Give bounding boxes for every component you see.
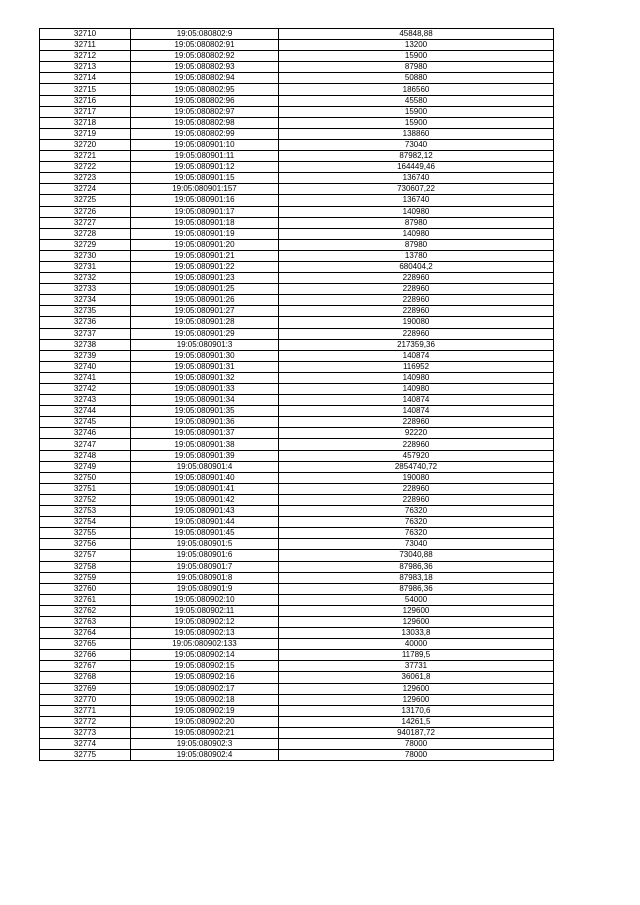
value-cell: 164449,46 xyxy=(279,162,554,173)
row-number-cell: 32726 xyxy=(40,206,131,217)
value-cell: 13780 xyxy=(279,250,554,261)
row-number-cell: 32743 xyxy=(40,395,131,406)
value-cell: 87982,12 xyxy=(279,151,554,162)
value-cell: 129600 xyxy=(279,605,554,616)
cadastral-number-cell: 19:05:080902:11 xyxy=(131,605,279,616)
cadastral-number-cell: 19:05:080901:11 xyxy=(131,151,279,162)
cadastral-number-cell: 19:05:080901:41 xyxy=(131,483,279,494)
cadastral-number-cell: 19:05:080802:95 xyxy=(131,84,279,95)
cadastral-number-cell: 19:05:080802:96 xyxy=(131,95,279,106)
table-row xyxy=(40,483,554,494)
table-row xyxy=(40,739,554,750)
cadastral-number-cell: 19:05:080901:6 xyxy=(131,550,279,561)
value-cell: 13170,6 xyxy=(279,705,554,716)
row-number-cell: 32746 xyxy=(40,428,131,439)
table-row xyxy=(40,506,554,517)
value-cell: 140980 xyxy=(279,228,554,239)
table-row xyxy=(40,605,554,616)
table-row xyxy=(40,350,554,361)
row-number-cell: 32723 xyxy=(40,173,131,184)
value-cell: 228960 xyxy=(279,417,554,428)
cadastral-number-cell: 19:05:080901:44 xyxy=(131,517,279,528)
row-number-cell: 32712 xyxy=(40,51,131,62)
cadastral-number-cell: 19:05:080901:20 xyxy=(131,239,279,250)
cadastral-number-cell: 19:05:080901:37 xyxy=(131,428,279,439)
row-number-cell: 32748 xyxy=(40,450,131,461)
row-number-cell: 32716 xyxy=(40,95,131,106)
value-cell: 73040,88 xyxy=(279,550,554,561)
cadastral-number-cell: 19:05:080901:157 xyxy=(131,184,279,195)
cadastral-number-cell: 19:05:080802:97 xyxy=(131,106,279,117)
cadastral-number-cell: 19:05:080901:3 xyxy=(131,339,279,350)
value-cell: 76320 xyxy=(279,506,554,517)
value-cell: 129600 xyxy=(279,694,554,705)
table-row xyxy=(40,84,554,95)
cadastral-number-cell: 19:05:080902:18 xyxy=(131,694,279,705)
table-row xyxy=(40,517,554,528)
cadastral-number-cell: 19:05:080902:4 xyxy=(131,750,279,761)
table-body xyxy=(40,29,554,761)
table-row xyxy=(40,317,554,328)
cadastral-number-cell: 19:05:080902:12 xyxy=(131,616,279,627)
row-number-cell: 32720 xyxy=(40,139,131,150)
value-cell: 87983,18 xyxy=(279,572,554,583)
value-cell: 140980 xyxy=(279,384,554,395)
row-number-cell: 32751 xyxy=(40,483,131,494)
row-number-cell: 32737 xyxy=(40,328,131,339)
row-number-cell: 32752 xyxy=(40,494,131,505)
table-row xyxy=(40,406,554,417)
value-cell: 457920 xyxy=(279,450,554,461)
row-number-cell: 32724 xyxy=(40,184,131,195)
cadastral-number-cell: 19:05:080901:30 xyxy=(131,350,279,361)
cadastral-number-cell: 19:05:080901:28 xyxy=(131,317,279,328)
value-cell: 36061,8 xyxy=(279,672,554,683)
table-row xyxy=(40,217,554,228)
table-row xyxy=(40,29,554,40)
value-cell: 13200 xyxy=(279,40,554,51)
row-number-cell: 32749 xyxy=(40,461,131,472)
cadastral-number-cell: 19:05:080901:9 xyxy=(131,583,279,594)
cadastral-number-cell: 19:05:080802:98 xyxy=(131,117,279,128)
row-number-cell: 32739 xyxy=(40,350,131,361)
table-row xyxy=(40,716,554,727)
cadastral-number-cell: 19:05:080901:35 xyxy=(131,406,279,417)
row-number-cell: 32734 xyxy=(40,295,131,306)
row-number-cell: 32765 xyxy=(40,639,131,650)
table-row xyxy=(40,184,554,195)
value-cell: 78000 xyxy=(279,739,554,750)
row-number-cell: 32715 xyxy=(40,84,131,95)
value-cell: 87980 xyxy=(279,217,554,228)
cadastral-number-cell: 19:05:080901:39 xyxy=(131,450,279,461)
cadastral-number-cell: 19:05:080902:21 xyxy=(131,727,279,738)
row-number-cell: 32769 xyxy=(40,683,131,694)
value-cell: 50880 xyxy=(279,73,554,84)
cadastral-number-cell: 19:05:080901:29 xyxy=(131,328,279,339)
table-row xyxy=(40,261,554,272)
cadastral-number-cell: 19:05:080901:45 xyxy=(131,528,279,539)
table-row xyxy=(40,639,554,650)
table-row xyxy=(40,162,554,173)
table-row xyxy=(40,173,554,184)
cadastral-number-cell: 19:05:080802:93 xyxy=(131,62,279,73)
table-row xyxy=(40,228,554,239)
value-cell: 190080 xyxy=(279,317,554,328)
table-row xyxy=(40,594,554,605)
cadastral-number-cell: 19:05:080901:19 xyxy=(131,228,279,239)
value-cell: 228960 xyxy=(279,483,554,494)
cadastral-number-cell: 19:05:080802:91 xyxy=(131,40,279,51)
table-row xyxy=(40,528,554,539)
table-row xyxy=(40,128,554,139)
table-row xyxy=(40,583,554,594)
table-row xyxy=(40,417,554,428)
cadastral-number-cell: 19:05:080901:27 xyxy=(131,306,279,317)
row-number-cell: 32727 xyxy=(40,217,131,228)
row-number-cell: 32771 xyxy=(40,705,131,716)
value-cell: 15900 xyxy=(279,51,554,62)
table-row xyxy=(40,295,554,306)
row-number-cell: 32762 xyxy=(40,605,131,616)
value-cell: 92220 xyxy=(279,428,554,439)
value-cell: 129600 xyxy=(279,683,554,694)
value-cell: 228960 xyxy=(279,295,554,306)
table-row xyxy=(40,339,554,350)
row-number-cell: 32711 xyxy=(40,40,131,51)
table-row xyxy=(40,395,554,406)
row-number-cell: 32753 xyxy=(40,506,131,517)
cadastral-number-cell: 19:05:080902:15 xyxy=(131,661,279,672)
value-cell: 228960 xyxy=(279,439,554,450)
row-number-cell: 32775 xyxy=(40,750,131,761)
cadastral-number-cell: 19:05:080902:17 xyxy=(131,683,279,694)
document-page xyxy=(39,28,553,761)
table-row xyxy=(40,139,554,150)
cadastral-number-cell: 19:05:080901:5 xyxy=(131,539,279,550)
cadastral-number-cell: 19:05:080901:15 xyxy=(131,173,279,184)
table-row xyxy=(40,106,554,117)
table-row xyxy=(40,206,554,217)
row-number-cell: 32772 xyxy=(40,716,131,727)
value-cell: 228960 xyxy=(279,273,554,284)
cadastral-value-table xyxy=(39,28,554,761)
cadastral-number-cell: 19:05:080901:17 xyxy=(131,206,279,217)
cadastral-number-cell: 19:05:080901:8 xyxy=(131,572,279,583)
cadastral-number-cell: 19:05:080901:36 xyxy=(131,417,279,428)
cadastral-number-cell: 19:05:080901:7 xyxy=(131,561,279,572)
cadastral-number-cell: 19:05:080901:26 xyxy=(131,295,279,306)
table-row xyxy=(40,62,554,73)
table-row xyxy=(40,572,554,583)
row-number-cell: 32717 xyxy=(40,106,131,117)
value-cell: 138860 xyxy=(279,128,554,139)
value-cell: 73040 xyxy=(279,539,554,550)
cadastral-number-cell: 19:05:080901:25 xyxy=(131,284,279,295)
table-row xyxy=(40,361,554,372)
row-number-cell: 32763 xyxy=(40,616,131,627)
row-number-cell: 32710 xyxy=(40,29,131,40)
table-row xyxy=(40,95,554,106)
table-row xyxy=(40,195,554,206)
cadastral-number-cell: 19:05:080901:22 xyxy=(131,261,279,272)
cadastral-number-cell: 19:05:080901:23 xyxy=(131,273,279,284)
table-row xyxy=(40,494,554,505)
cadastral-number-cell: 19:05:080902:13 xyxy=(131,628,279,639)
table-row xyxy=(40,472,554,483)
cadastral-number-cell: 19:05:080902:3 xyxy=(131,739,279,750)
row-number-cell: 32745 xyxy=(40,417,131,428)
cadastral-number-cell: 19:05:080802:99 xyxy=(131,128,279,139)
value-cell: 78000 xyxy=(279,750,554,761)
row-number-cell: 32767 xyxy=(40,661,131,672)
cadastral-number-cell: 19:05:080901:10 xyxy=(131,139,279,150)
table-row xyxy=(40,550,554,561)
row-number-cell: 32757 xyxy=(40,550,131,561)
table-row xyxy=(40,539,554,550)
table-row xyxy=(40,384,554,395)
cadastral-number-cell: 19:05:080901:31 xyxy=(131,361,279,372)
row-number-cell: 32747 xyxy=(40,439,131,450)
row-number-cell: 32744 xyxy=(40,406,131,417)
cadastral-number-cell: 19:05:080802:94 xyxy=(131,73,279,84)
row-number-cell: 32718 xyxy=(40,117,131,128)
table-row xyxy=(40,461,554,472)
value-cell: 15900 xyxy=(279,106,554,117)
value-cell: 228960 xyxy=(279,306,554,317)
row-number-cell: 32758 xyxy=(40,561,131,572)
table-row xyxy=(40,151,554,162)
table-row xyxy=(40,273,554,284)
row-number-cell: 32719 xyxy=(40,128,131,139)
value-cell: 140874 xyxy=(279,406,554,417)
row-number-cell: 32725 xyxy=(40,195,131,206)
cadastral-number-cell: 19:05:080902:20 xyxy=(131,716,279,727)
row-number-cell: 32750 xyxy=(40,472,131,483)
value-cell: 45848,88 xyxy=(279,29,554,40)
cadastral-number-cell: 19:05:080902:16 xyxy=(131,672,279,683)
value-cell: 87986,36 xyxy=(279,583,554,594)
row-number-cell: 32760 xyxy=(40,583,131,594)
cadastral-number-cell: 19:05:080902:10 xyxy=(131,594,279,605)
cadastral-number-cell: 19:05:080901:38 xyxy=(131,439,279,450)
value-cell: 54000 xyxy=(279,594,554,605)
value-cell: 228960 xyxy=(279,284,554,295)
value-cell: 76320 xyxy=(279,517,554,528)
value-cell: 228960 xyxy=(279,494,554,505)
table-row xyxy=(40,239,554,250)
row-number-cell: 32764 xyxy=(40,628,131,639)
value-cell: 76320 xyxy=(279,528,554,539)
value-cell: 73040 xyxy=(279,139,554,150)
row-number-cell: 32766 xyxy=(40,650,131,661)
value-cell: 37731 xyxy=(279,661,554,672)
table-row xyxy=(40,705,554,716)
cadastral-number-cell: 19:05:080902:14 xyxy=(131,650,279,661)
table-row xyxy=(40,661,554,672)
value-cell: 140980 xyxy=(279,372,554,383)
value-cell: 140980 xyxy=(279,206,554,217)
row-number-cell: 32736 xyxy=(40,317,131,328)
value-cell: 140874 xyxy=(279,395,554,406)
value-cell: 87980 xyxy=(279,62,554,73)
cadastral-number-cell: 19:05:080901:21 xyxy=(131,250,279,261)
value-cell: 680404,2 xyxy=(279,261,554,272)
value-cell: 15900 xyxy=(279,117,554,128)
cadastral-number-cell: 19:05:080901:32 xyxy=(131,372,279,383)
cadastral-number-cell: 19:05:080901:4 xyxy=(131,461,279,472)
cadastral-number-cell: 19:05:080901:40 xyxy=(131,472,279,483)
table-row xyxy=(40,727,554,738)
row-number-cell: 32730 xyxy=(40,250,131,261)
row-number-cell: 32755 xyxy=(40,528,131,539)
value-cell: 940187,72 xyxy=(279,727,554,738)
row-number-cell: 32770 xyxy=(40,694,131,705)
table-row xyxy=(40,73,554,84)
row-number-cell: 32759 xyxy=(40,572,131,583)
row-number-cell: 32722 xyxy=(40,162,131,173)
row-number-cell: 32768 xyxy=(40,672,131,683)
row-number-cell: 32738 xyxy=(40,339,131,350)
value-cell: 2854740,72 xyxy=(279,461,554,472)
cadastral-number-cell: 19:05:080902:133 xyxy=(131,639,279,650)
value-cell: 730607,22 xyxy=(279,184,554,195)
table-row xyxy=(40,650,554,661)
row-number-cell: 32721 xyxy=(40,151,131,162)
value-cell: 136740 xyxy=(279,173,554,184)
cadastral-number-cell: 19:05:080902:19 xyxy=(131,705,279,716)
table-row xyxy=(40,672,554,683)
table-row xyxy=(40,428,554,439)
cadastral-number-cell: 19:05:080901:33 xyxy=(131,384,279,395)
value-cell: 186560 xyxy=(279,84,554,95)
table-row xyxy=(40,750,554,761)
row-number-cell: 32731 xyxy=(40,261,131,272)
row-number-cell: 32741 xyxy=(40,372,131,383)
value-cell: 13033,8 xyxy=(279,628,554,639)
value-cell: 190080 xyxy=(279,472,554,483)
row-number-cell: 32774 xyxy=(40,739,131,750)
value-cell: 228960 xyxy=(279,328,554,339)
row-number-cell: 32742 xyxy=(40,384,131,395)
table-row xyxy=(40,683,554,694)
value-cell: 140874 xyxy=(279,350,554,361)
cadastral-number-cell: 19:05:080901:42 xyxy=(131,494,279,505)
table-row xyxy=(40,284,554,295)
row-number-cell: 32754 xyxy=(40,517,131,528)
cadastral-number-cell: 19:05:080901:16 xyxy=(131,195,279,206)
cadastral-number-cell: 19:05:080901:12 xyxy=(131,162,279,173)
cadastral-number-cell: 19:05:080901:43 xyxy=(131,506,279,517)
table-row xyxy=(40,561,554,572)
cadastral-number-cell: 19:05:080901:34 xyxy=(131,395,279,406)
table-row xyxy=(40,51,554,62)
row-number-cell: 32733 xyxy=(40,284,131,295)
table-row xyxy=(40,616,554,627)
cadastral-number-cell: 19:05:080901:18 xyxy=(131,217,279,228)
value-cell: 87986,36 xyxy=(279,561,554,572)
table-row xyxy=(40,450,554,461)
table-row xyxy=(40,306,554,317)
value-cell: 14261,5 xyxy=(279,716,554,727)
table-row xyxy=(40,328,554,339)
row-number-cell: 32735 xyxy=(40,306,131,317)
table-row xyxy=(40,628,554,639)
cadastral-number-cell: 19:05:080802:92 xyxy=(131,51,279,62)
value-cell: 87980 xyxy=(279,239,554,250)
row-number-cell: 32773 xyxy=(40,727,131,738)
cadastral-number-cell: 19:05:080802:9 xyxy=(131,29,279,40)
table-row xyxy=(40,439,554,450)
row-number-cell: 32740 xyxy=(40,361,131,372)
row-number-cell: 32729 xyxy=(40,239,131,250)
row-number-cell: 32728 xyxy=(40,228,131,239)
table-row xyxy=(40,372,554,383)
table-row xyxy=(40,40,554,51)
row-number-cell: 32732 xyxy=(40,273,131,284)
row-number-cell: 32761 xyxy=(40,594,131,605)
value-cell: 116952 xyxy=(279,361,554,372)
table-row xyxy=(40,117,554,128)
value-cell: 11789,5 xyxy=(279,650,554,661)
table-row xyxy=(40,694,554,705)
value-cell: 217359,36 xyxy=(279,339,554,350)
table-row xyxy=(40,250,554,261)
row-number-cell: 32713 xyxy=(40,62,131,73)
value-cell: 129600 xyxy=(279,616,554,627)
row-number-cell: 32756 xyxy=(40,539,131,550)
row-number-cell: 32714 xyxy=(40,73,131,84)
value-cell: 45580 xyxy=(279,95,554,106)
value-cell: 40000 xyxy=(279,639,554,650)
value-cell: 136740 xyxy=(279,195,554,206)
